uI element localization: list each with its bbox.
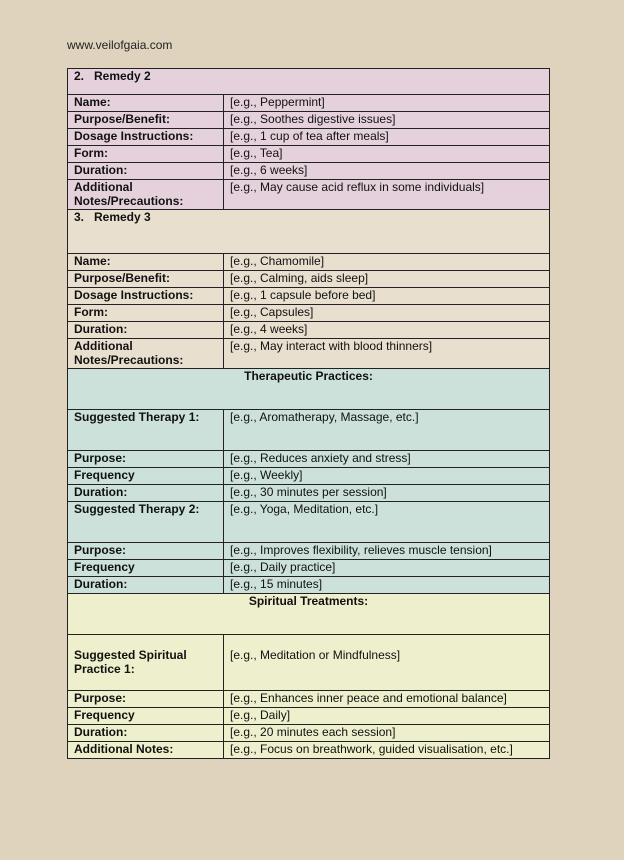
field-value: [e.g., Weekly] xyxy=(224,468,550,485)
field-label: Frequency xyxy=(68,708,224,725)
field-value: [e.g., 30 minutes per session] xyxy=(224,485,550,502)
remedy-2-number: 2. xyxy=(74,69,85,83)
table-row xyxy=(68,708,550,725)
table-row xyxy=(68,112,550,129)
spiritual-practice-1-value: [e.g., Meditation or Mindfulness] xyxy=(224,635,550,691)
field-value: [e.g., 15 minutes] xyxy=(224,577,550,594)
field-label: Form: xyxy=(68,146,224,163)
table-row xyxy=(68,254,550,271)
field-value: [e.g., Tea] xyxy=(224,146,550,163)
table-row xyxy=(68,129,550,146)
field-label: Duration: xyxy=(68,577,224,594)
remedy-3-title: Remedy 3 xyxy=(94,210,151,224)
field-label: Additional Notes/Precautions: xyxy=(68,180,224,210)
remedy-2-title: Remedy 2 xyxy=(94,69,151,83)
remedy-3-header xyxy=(68,210,550,254)
field-label: Additional Notes: xyxy=(68,742,224,759)
field-label: Frequency xyxy=(68,560,224,577)
field-value: [e.g., May interact with blood thinners] xyxy=(224,339,550,369)
field-label: Additional Notes/Precautions: xyxy=(68,339,224,369)
field-value: [e.g., 6 weeks] xyxy=(224,163,550,180)
therapy-1-label: Suggested Therapy 1: xyxy=(68,410,224,451)
table-row xyxy=(68,305,550,322)
therapy-2-value: [e.g., Yoga, Meditation, etc.] xyxy=(224,502,550,543)
table-row xyxy=(68,271,550,288)
field-label: Purpose: xyxy=(68,451,224,468)
table-row xyxy=(68,502,550,543)
field-value: [e.g., Capsules] xyxy=(224,305,550,322)
field-value: [e.g., 1 cup of tea after meals] xyxy=(224,129,550,146)
table-row xyxy=(68,322,550,339)
table-row xyxy=(68,725,550,742)
field-value: [e.g., Focus on breathwork, guided visualisation, etc.] xyxy=(224,742,550,759)
field-label: Purpose/Benefit: xyxy=(68,271,224,288)
field-label: Purpose: xyxy=(68,543,224,560)
field-label: Frequency xyxy=(68,468,224,485)
table-row xyxy=(68,485,550,502)
field-value: [e.g., Peppermint] xyxy=(224,95,550,112)
site-url: www.veilofgaia.com xyxy=(67,38,173,52)
field-value: [e.g., May cause acid reflux in some individuals] xyxy=(224,180,550,210)
spiritual-title: Spiritual Treatments: xyxy=(68,594,550,635)
table-row xyxy=(68,691,550,708)
field-label: Form: xyxy=(68,305,224,322)
table-row xyxy=(68,468,550,485)
field-value: [e.g., 20 minutes each session] xyxy=(224,725,550,742)
field-value: [e.g., Soothes digestive issues] xyxy=(224,112,550,129)
field-label: Duration: xyxy=(68,163,224,180)
field-label: Purpose: xyxy=(68,691,224,708)
field-value: [e.g., Enhances inner peace and emotional balance] xyxy=(224,691,550,708)
therapeutic-title: Therapeutic Practices: xyxy=(68,369,550,410)
table-row xyxy=(68,95,550,112)
field-value: [e.g., Daily practice] xyxy=(224,560,550,577)
remedy-3-number: 3. xyxy=(74,210,85,224)
table-row xyxy=(68,180,550,210)
field-value: [e.g., Reduces anxiety and stress] xyxy=(224,451,550,468)
table-row xyxy=(68,339,550,369)
table-row xyxy=(68,451,550,468)
field-value: [e.g., Calming, aids sleep] xyxy=(224,271,550,288)
field-value: [e.g., Improves flexibility, relieves muscle tension] xyxy=(224,543,550,560)
table-row xyxy=(68,635,550,691)
field-label: Purpose/Benefit: xyxy=(68,112,224,129)
table-row xyxy=(68,146,550,163)
field-label: Dosage Instructions: xyxy=(68,129,224,146)
therapeutic-header xyxy=(68,369,550,410)
therapy-1-value: [e.g., Aromatherapy, Massage, etc.] xyxy=(224,410,550,451)
table-row xyxy=(68,288,550,305)
treatment-plan-table xyxy=(67,68,550,759)
field-value: [e.g., Chamomile] xyxy=(224,254,550,271)
field-label: Duration: xyxy=(68,725,224,742)
therapy-2-label: Suggested Therapy 2: xyxy=(68,502,224,543)
table-row xyxy=(68,410,550,451)
table-row xyxy=(68,543,550,560)
table-row xyxy=(68,742,550,759)
table-row xyxy=(68,577,550,594)
field-value: [e.g., 1 capsule before bed] xyxy=(224,288,550,305)
field-value: [e.g., Daily] xyxy=(224,708,550,725)
field-label: Duration: xyxy=(68,485,224,502)
spiritual-header xyxy=(68,594,550,635)
field-label: Duration: xyxy=(68,322,224,339)
field-label: Name: xyxy=(68,254,224,271)
remedy-2-header xyxy=(68,69,550,95)
field-label: Name: xyxy=(68,95,224,112)
field-label: Dosage Instructions: xyxy=(68,288,224,305)
field-value: [e.g., 4 weeks] xyxy=(224,322,550,339)
table-row xyxy=(68,560,550,577)
table-row xyxy=(68,163,550,180)
spiritual-practice-1-label: Suggested Spiritual Practice 1: xyxy=(68,635,224,691)
